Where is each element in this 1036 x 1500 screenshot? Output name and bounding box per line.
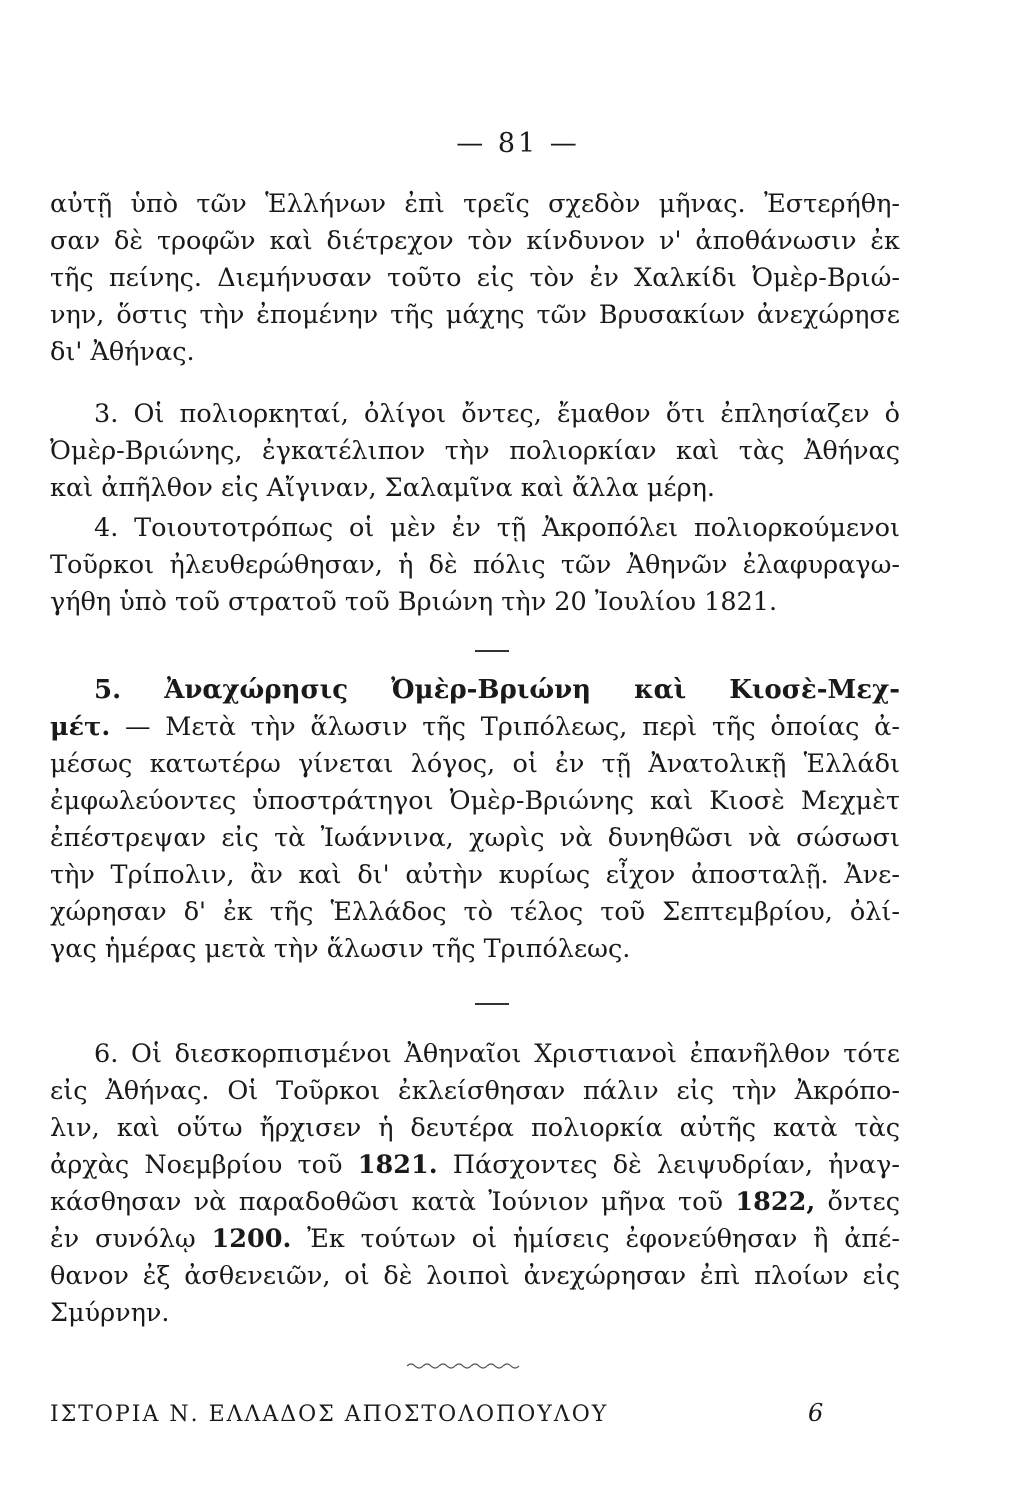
text-fragment: Πάσχοντες δὲ λειψυδρίαν, ἠναγ- [452, 1150, 901, 1180]
section-heading: 5. Ἀναχώρησις Ὀμὲρ-Βριώνη καὶ Κιοσὲ-Μεχ- [94, 675, 900, 705]
text-line: θανον ἐξ ἀσθενειῶν, οἱ δὲ λοιποὶ ἀνεχώρησαν ἐπὶ πλοίων εἰς [50, 1261, 900, 1291]
page-number: — 81 — [456, 128, 580, 159]
section-heading-end: μέτ. [50, 712, 111, 742]
text-line: ἐμφωλεύοντες ὑποστράτηγοι Ὀμὲρ-Βριώνης καὶ Κιοσὲ Μεχμὲτ [50, 786, 900, 816]
text-fragment: ἐν συνόλῳ [50, 1224, 196, 1254]
bold-number: 1200. [211, 1224, 292, 1254]
text-line: χώρησαν δ' ἐκ τῆς Ἑλλάδος τὸ τέλος τοῦ Σεπτεμβρίου, ὀλί- [50, 897, 900, 927]
section-divider [475, 650, 509, 652]
text-line: τῆς πείνης. Διεμήνυσαν τοῦτο εἰς τὸν ἐν Χαλκίδι Ὀμὲρ-Βριώ- [50, 263, 900, 293]
section-divider [475, 1003, 509, 1005]
text-fragment: κάσθησαν νὰ παραδοθῶσι κατὰ Ἰούνιον μῆνα τοῦ [50, 1187, 723, 1217]
text-line: τὴν Τρίπολιν, ἂν καὶ δι' αὐτὴν κυρίως εἶχον ἀποσταλῇ. Ἀνε- [50, 860, 900, 890]
text-line: ἐπέστρεψαν εἰς τὰ Ἰωάννινα, χωρὶς νὰ δυνηθῶσι νὰ σώσωσι [50, 823, 900, 853]
text-fragment: — Μετὰ τὴν ἅλωσιν τῆς Τριπόλεως, περὶ τῆς ὁποίας ἀ- [125, 712, 900, 742]
paragraph-5 [50, 672, 900, 968]
text-fragment: ὄντες [827, 1187, 901, 1217]
bold-year: 1821. [357, 1150, 438, 1180]
text-line: σαν δὲ τροφῶν καὶ διέτρεχον τὸν κίνδυνον ν' ἀποθάνωσιν ἐκ [50, 226, 900, 256]
text-line [50, 1184, 900, 1221]
text-line: μέσως κατωτέρω γίνεται λόγος, οἱ ἐν τῇ Ἀνατολικῇ Ἑλλάδι [50, 749, 900, 779]
text-fragment: Ἐκ τούτων οἱ ἡμίσεις ἐφονεύθησαν ἢ ἀπέ- [307, 1224, 901, 1254]
paragraph-6 [50, 1036, 900, 1332]
signature-mark: 6 [808, 1399, 824, 1427]
text-line: λιν, καὶ οὕτω ἤρχισεν ἡ δευτέρα πολιορκία αὐτῆς κατὰ τὰς [50, 1113, 900, 1143]
text-line: νην, ὅστις τὴν ἐπομένην τῆς μάχης τῶν Βρυσακίων ἀνεχώρησε [50, 300, 900, 330]
text-line: Τοῦρκοι ἠλευθερώθησαν, ἡ δὲ πόλις τῶν Ἀθηνῶν ἐλαφυραγω- [50, 550, 900, 580]
text-line: 4. Τοιουτοτρόπως οἱ μὲν ἐν τῇ Ἀκροπόλει πολιορκούμενοι [94, 513, 900, 543]
paragraph-continuation [50, 186, 900, 371]
footer-title: ΙΣΤΟΡΙΑ Ν. ΕΛΛΑΔΟΣ ΑΠΟΣΤΟΛΟΠΟΥΛΟΥ [50, 1402, 609, 1427]
text-line: αὐτῇ ὑπὸ τῶν Ἑλλήνων ἐπὶ τρεῖς σχεδὸν μῆνας. Ἐστερήθη- [50, 189, 900, 219]
text-line: Σμύρνην. [50, 1298, 170, 1328]
bold-year: 1822, [735, 1187, 816, 1217]
text-line: εἰς Ἀθήνας. Οἱ Τοῦρκοι ἐκλείσθησαν πάλιν εἰς τὴν Ἀκρόπο- [50, 1076, 900, 1106]
text-line: 6. Οἱ διεσκορπισμένοι Ἀθηναῖοι Χριστιανοὶ ἐπανῆλθον τότε [94, 1039, 900, 1069]
text-line [50, 1221, 900, 1258]
text-line [50, 709, 900, 746]
text-line: Ὀμὲρ-Βριώνης, ἐγκατέλιπον τὴν πολιορκίαν καὶ τὰς Ἀθήνας [50, 436, 900, 466]
paragraph-4 [50, 510, 900, 621]
text-line: 3. Οἱ πολιορκηταί, ὀλίγοι ὄντες, ἔμαθον ὅτι ἐπλησίαζεν ὁ [94, 399, 900, 429]
text-line: δι' Ἀθήνας. [50, 337, 195, 367]
text-line: γήθη ὑπὸ τοῦ στρατοῦ τοῦ Βριώνη τὴν 20 Ἰουλίου 1821. [50, 587, 778, 617]
text-fragment: ἀρχὰς Νοεμβρίου τοῦ [50, 1150, 343, 1180]
text-line [50, 1147, 900, 1184]
wavy-ornament [405, 1360, 525, 1372]
paragraph-3 [50, 396, 900, 507]
text-line: καὶ ἀπῆλθον εἰς Αἴγιναν, Σαλαμῖνα καὶ ἄλλα μέρη. [50, 473, 715, 503]
text-line: γας ἡμέρας μετὰ τὴν ἅλωσιν τῆς Τριπόλεως. [50, 934, 631, 964]
